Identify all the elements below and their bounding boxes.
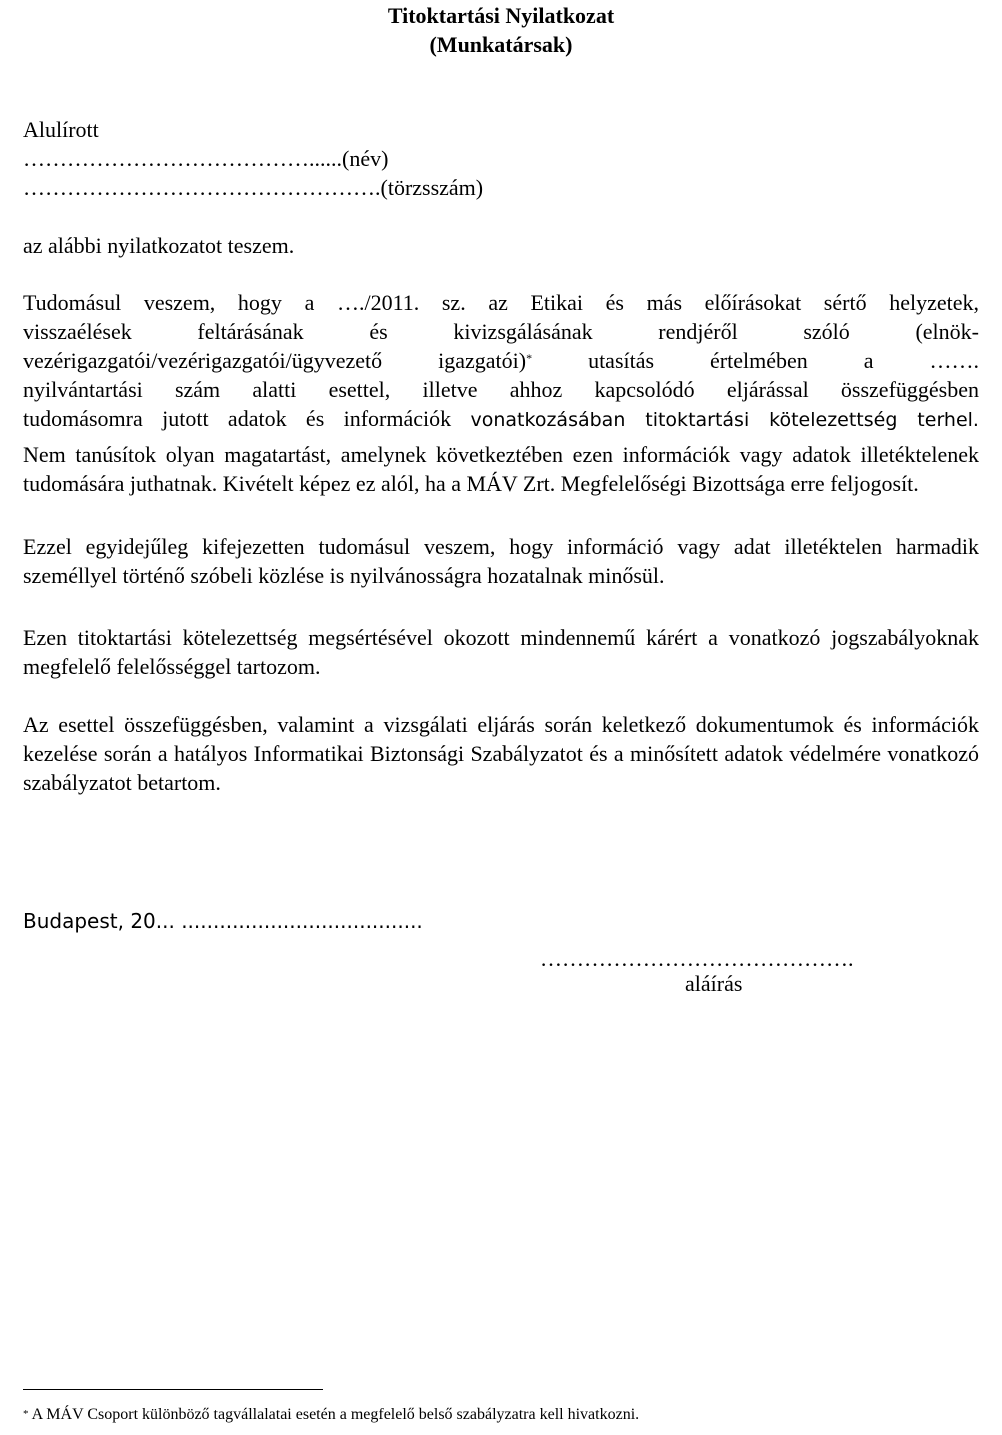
signature-label: aláírás	[685, 971, 743, 996]
footnote-mark: *	[23, 1408, 29, 1420]
footnote	[23, 1404, 639, 1426]
p1-line-3-b: utasítás értelmében a …….	[532, 348, 979, 373]
p1-line-3-a: vezérigazgatói/vezérigazgatói/ügyvezető igazgatói)	[23, 348, 527, 373]
footnote-text: A MÁV Csoport különböző tagvállalatai esetén a megfelelő belső szabályzatra kell hivatkozni.	[28, 1406, 640, 1423]
place-date-line: Budapest, 20... ......................................	[23, 909, 423, 933]
p1-line-1: Tudomásul veszem, hogy a …./2011. sz. az Etikai és más előírásokat sértő helyzetek,	[23, 290, 979, 315]
undersigned-label: Alulírott	[23, 117, 99, 142]
paragraph-acknowledgement	[23, 288, 979, 435]
p1-line-3	[23, 346, 979, 375]
p1-line-2: visszaélések feltárásának és kivizsgálásának rendjéről szóló (elnök-	[23, 319, 979, 344]
id-field-line: ………………………………………….(törzsszám)	[23, 175, 484, 200]
footnote-divider	[23, 1389, 323, 1390]
signature-line: …………………………………….	[540, 946, 854, 971]
document-title: Titoktartási Nyilatkozat	[387, 3, 615, 28]
footnote-reference: *	[526, 351, 533, 365]
paragraph-liability: Ezen titoktartási kötelezettség megsértésével okozott mindennemű kárért a vonatkozó jogszabályoknak megfelelő felelősséggel tartozom.	[23, 625, 979, 679]
paragraph-security-rules: Az esettel összefüggésben, valamint a vizsgálati eljárás során keletkező dokumentumok és információk kezelése során a hatályos Informatikai Biztonsági Szabályzatot és a minősített adatok védelmére vonatkozó szabályzatot betartom.	[23, 712, 979, 795]
p1-line-5	[23, 404, 979, 435]
p1-line-5-a: tudomásomra jutott adatok és információk	[23, 406, 471, 431]
intro-statement: az alábbi nyilatkozatot teszem.	[23, 233, 295, 258]
name-field-line: …………………………………......(név)	[23, 146, 389, 171]
paragraph-disclosure: Ezzel egyidejűleg kifejezetten tudomásul veszem, hogy információ vagy adat illetéktelen harmadik személlyel történő szóbeli közlése is nyilvánosságra hozatalnak minősül.	[23, 534, 979, 588]
paragraph-conduct: Nem tanúsítok olyan magatartást, amelynek következtében ezen információk vagy adatok illetéktelenek tudomására juthatnak. Kivételt képez ez alól, ha a MÁV Zrt. Megfelelőségi Bizottsága erre feljogosít.	[23, 442, 979, 496]
p1-line-4: nyilvántartási szám alatti esettel, illetve ahhoz kapcsolódó eljárással összefüggésben	[23, 377, 979, 402]
p1-line-5-b: vonatkozásában titoktartási kötelezettség terhel.	[470, 409, 979, 431]
document-subtitle: (Munkatársak)	[429, 32, 573, 57]
